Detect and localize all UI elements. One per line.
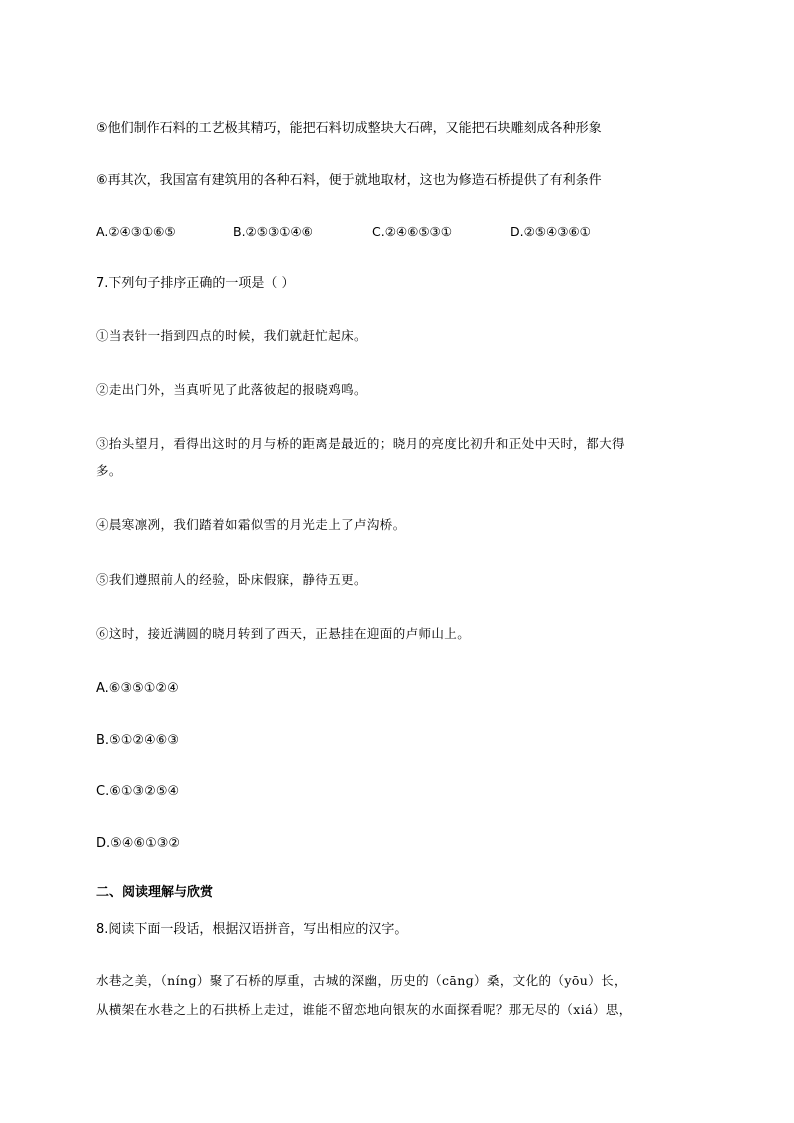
- q6-option-a: A.②④③①⑥⑤: [96, 224, 176, 239]
- q7-sentence-5: ⑤我们遵照前人的经验，卧床假寐，静待五更。: [96, 572, 367, 587]
- passage-line-1: 水巷之美，（nínɡ）聚了石桥的厚重，古城的深幽，历史的（cānɡ）桑，文化的（yōu）长，: [96, 973, 627, 988]
- q7-sentence-2: ②走出门外，当真听见了此落彼起的报晓鸡鸣。: [96, 382, 367, 397]
- q7-option-a: A.⑥③⑤①②④: [96, 681, 179, 696]
- q7-stem: 7.下列句子排序正确的一项是（ ）: [96, 276, 295, 291]
- q6-option-c: C.②④⑥⑤③①: [372, 224, 452, 239]
- q6-option-d: D.②⑤④③⑥①: [510, 224, 591, 239]
- q7-sentence-1: ①当表针一指到四点的时候，我们就赶忙起床。: [96, 328, 367, 343]
- q7-option-b: B.⑤①②④⑥③: [96, 733, 179, 748]
- passage-line-2: 从横架在水巷之上的石拱桥上走过，谁能不留恋地向银灰的水面探看呢？那无尽的（xiá）思，: [96, 1002, 632, 1017]
- section-heading: 二、阅读理解与欣赏: [96, 885, 214, 900]
- q7-sentence-3-line-2: 多。: [96, 463, 122, 478]
- q7-option-c: C.⑥①③②⑤④: [96, 784, 180, 799]
- q7-sentence-6: ⑥这时，接近满圆的晓月转到了西天，正悬挂在迎面的卢师山上。: [96, 626, 471, 641]
- q6-sentence-5: ⑤他们制作石料的工艺极其精巧，能把石料切成整块大石碑，又能把石块雕刻成各种形象: [96, 121, 602, 136]
- q6-option-b: B.②⑤③①④⑥: [233, 224, 313, 239]
- q7-sentence-4: ④晨寒凛冽，我们踏着如霜似雪的月光走上了卢沟桥。: [96, 517, 406, 532]
- q6-options: [96, 222, 716, 242]
- q6-sentence-6: ⑥再其次，我国富有建筑用的各种石料，便于就地取材，这也为修造石桥提供了有利条件: [96, 173, 602, 188]
- q7-sentence-3-line-1: ③抬头望月，看得出这时的月与桥的距离是最近的；晓月的亮度比初升和正处中天时，都大得: [96, 436, 625, 451]
- q8-stem: 8.阅读下面一段话，根据汉语拼音，写出相应的汉字。: [96, 922, 408, 937]
- q7-option-d: D.⑤④⑥①③②: [96, 836, 181, 851]
